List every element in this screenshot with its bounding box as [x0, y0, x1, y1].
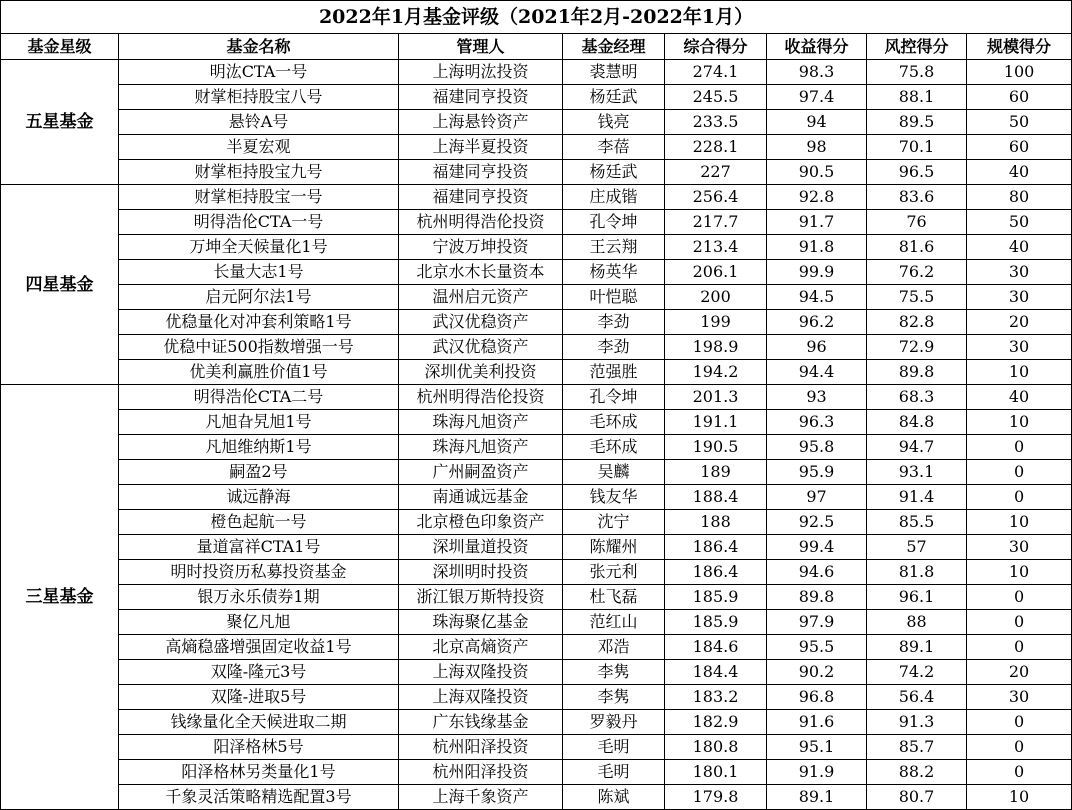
cell-fund-name: 聚亿凡旭: [119, 610, 399, 635]
cell-total-score: 191.1: [665, 410, 767, 435]
cell-manager-company: 上海双隆投资: [399, 685, 563, 710]
cell-total-score: 185.9: [665, 585, 767, 610]
cell-risk-score: 72.9: [867, 335, 967, 360]
cell-fund-manager: 吴麟: [563, 460, 665, 485]
cell-manager-company: 广东钱缘基金: [399, 710, 563, 735]
cell-total-score: 201.3: [665, 385, 767, 410]
cell-manager-company: 杭州阳泽投资: [399, 760, 563, 785]
header-manager-company: 管理人: [399, 34, 563, 60]
cell-risk-score: 70.1: [867, 135, 967, 160]
cell-scale-score: 60: [967, 135, 1072, 160]
cell-scale-score: 10: [967, 560, 1072, 585]
cell-fund-name: 明时投资历私募投资基金: [119, 560, 399, 585]
cell-manager-company: 南通诚远基金: [399, 485, 563, 510]
header-return-score: 收益得分: [767, 34, 867, 60]
cell-fund-name: 优稳量化对冲套利策略1号: [119, 310, 399, 335]
cell-return-score: 99.9: [767, 260, 867, 285]
cell-fund-manager: 王云翔: [563, 235, 665, 260]
cell-total-score: 188: [665, 510, 767, 535]
table-body: [1, 60, 1072, 810]
header-star: 基金星级: [1, 34, 119, 60]
cell-fund-manager: 李蓓: [563, 135, 665, 160]
cell-fund-manager: 李隽: [563, 660, 665, 685]
cell-fund-manager: 李劲: [563, 335, 665, 360]
cell-return-score: 98: [767, 135, 867, 160]
cell-total-score: 182.9: [665, 710, 767, 735]
cell-scale-score: 20: [967, 310, 1072, 335]
cell-return-score: 90.5: [767, 160, 867, 185]
table-row: [1, 135, 1072, 160]
cell-scale-score: 40: [967, 235, 1072, 260]
cell-risk-score: 96.5: [867, 160, 967, 185]
cell-return-score: 92.5: [767, 510, 867, 535]
table-row: [1, 210, 1072, 235]
cell-fund-name: 橙色起航一号: [119, 510, 399, 535]
cell-risk-score: 85.5: [867, 510, 967, 535]
star-group-label: 三星基金: [1, 385, 119, 810]
cell-fund-name: 半夏宏观: [119, 135, 399, 160]
cell-scale-score: 0: [967, 610, 1072, 635]
cell-manager-company: 上海悬铃资产: [399, 110, 563, 135]
cell-return-score: 94.4: [767, 360, 867, 385]
star-group-label: 四星基金: [1, 185, 119, 385]
cell-total-score: 184.6: [665, 635, 767, 660]
cell-scale-score: 20: [967, 660, 1072, 685]
cell-manager-company: 上海千象资产: [399, 785, 563, 810]
cell-return-score: 97: [767, 485, 867, 510]
cell-fund-name: 银万永乐债券1期: [119, 585, 399, 610]
cell-return-score: 98.3: [767, 60, 867, 85]
cell-fund-name: 阳泽格林另类量化1号: [119, 760, 399, 785]
cell-fund-name: 优稳中证500指数增强一号: [119, 335, 399, 360]
table-row: [1, 660, 1072, 685]
cell-fund-manager: 杨廷武: [563, 160, 665, 185]
table-row: [1, 335, 1072, 360]
cell-scale-score: 10: [967, 360, 1072, 385]
cell-manager-company: 福建同亨投资: [399, 185, 563, 210]
table-row: [1, 310, 1072, 335]
cell-fund-manager: 杨廷武: [563, 85, 665, 110]
cell-fund-manager: 孔令坤: [563, 210, 665, 235]
table-row: [1, 360, 1072, 385]
cell-fund-manager: 范红山: [563, 610, 665, 635]
cell-risk-score: 81.6: [867, 235, 967, 260]
cell-risk-score: 83.6: [867, 185, 967, 210]
table-row: [1, 85, 1072, 110]
cell-total-score: 183.2: [665, 685, 767, 710]
cell-fund-name: 明汯CTA一号: [119, 60, 399, 85]
cell-risk-score: 74.2: [867, 660, 967, 685]
cell-total-score: 213.4: [665, 235, 767, 260]
cell-fund-manager: 毛明: [563, 735, 665, 760]
cell-return-score: 95.5: [767, 635, 867, 660]
cell-manager-company: 北京高熵资产: [399, 635, 563, 660]
cell-risk-score: 80.7: [867, 785, 967, 810]
cell-scale-score: 60: [967, 85, 1072, 110]
cell-scale-score: 100: [967, 60, 1072, 85]
cell-risk-score: 91.3: [867, 710, 967, 735]
cell-manager-company: 杭州明得浩伦投资: [399, 210, 563, 235]
table-row: [1, 410, 1072, 435]
cell-scale-score: 0: [967, 460, 1072, 485]
cell-fund-name: 财掌柜持股宝一号: [119, 185, 399, 210]
cell-fund-manager: 毛明: [563, 760, 665, 785]
cell-fund-manager: 叶恺聪: [563, 285, 665, 310]
cell-return-score: 97.4: [767, 85, 867, 110]
table-row: [1, 585, 1072, 610]
cell-fund-name: 阳泽格林5号: [119, 735, 399, 760]
cell-total-score: 186.4: [665, 560, 767, 585]
cell-total-score: 227: [665, 160, 767, 185]
cell-fund-name: 双隆-隆元3号: [119, 660, 399, 685]
cell-fund-manager: 钱亮: [563, 110, 665, 135]
cell-fund-name: 嗣盈2号: [119, 460, 399, 485]
cell-total-score: 180.8: [665, 735, 767, 760]
cell-scale-score: 30: [967, 685, 1072, 710]
cell-manager-company: 浙江银万斯特投资: [399, 585, 563, 610]
header-fund-manager: 基金经理: [563, 34, 665, 60]
cell-total-score: 245.5: [665, 85, 767, 110]
cell-scale-score: 30: [967, 260, 1072, 285]
cell-total-score: 198.9: [665, 335, 767, 360]
cell-scale-score: 0: [967, 710, 1072, 735]
cell-fund-manager: 毛环成: [563, 410, 665, 435]
cell-return-score: 96.3: [767, 410, 867, 435]
cell-return-score: 96.2: [767, 310, 867, 335]
cell-fund-manager: 李隽: [563, 685, 665, 710]
cell-fund-manager: 陈耀州: [563, 535, 665, 560]
cell-fund-manager: 杨英华: [563, 260, 665, 285]
cell-scale-score: 0: [967, 435, 1072, 460]
cell-fund-name: 明得浩伦CTA二号: [119, 385, 399, 410]
cell-return-score: 93: [767, 385, 867, 410]
cell-manager-company: 上海半夏投资: [399, 135, 563, 160]
cell-total-score: 217.7: [665, 210, 767, 235]
cell-fund-name: 财掌柜持股宝八号: [119, 85, 399, 110]
cell-risk-score: 91.4: [867, 485, 967, 510]
cell-fund-manager: 孔令坤: [563, 385, 665, 410]
cell-manager-company: 珠海聚亿基金: [399, 610, 563, 635]
cell-manager-company: 福建同亨投资: [399, 160, 563, 185]
cell-scale-score: 50: [967, 110, 1072, 135]
cell-fund-name: 优美利赢胜价值1号: [119, 360, 399, 385]
table-row: [1, 260, 1072, 285]
cell-return-score: 91.7: [767, 210, 867, 235]
cell-manager-company: 珠海凡旭资产: [399, 435, 563, 460]
cell-risk-score: 93.1: [867, 460, 967, 485]
cell-fund-name: 双隆-进取5号: [119, 685, 399, 710]
cell-return-score: 95.8: [767, 435, 867, 460]
table-row: [1, 160, 1072, 185]
cell-return-score: 95.9: [767, 460, 867, 485]
table-row: [1, 485, 1072, 510]
cell-return-score: 96: [767, 335, 867, 360]
cell-fund-manager: 庄成锴: [563, 185, 665, 210]
cell-return-score: 96.8: [767, 685, 867, 710]
table-row: [1, 760, 1072, 785]
cell-total-score: 194.2: [665, 360, 767, 385]
cell-manager-company: 温州启元资产: [399, 285, 563, 310]
cell-return-score: 89.8: [767, 585, 867, 610]
cell-fund-name: 启元阿尔法1号: [119, 285, 399, 310]
table-row: [1, 435, 1072, 460]
cell-fund-name: 长量大志1号: [119, 260, 399, 285]
table-row: [1, 460, 1072, 485]
cell-fund-name: 万坤全天候量化1号: [119, 235, 399, 260]
cell-risk-score: 89.1: [867, 635, 967, 660]
table-row: [1, 285, 1072, 310]
cell-total-score: 188.4: [665, 485, 767, 510]
cell-return-score: 94.6: [767, 560, 867, 585]
cell-manager-company: 珠海凡旭资产: [399, 410, 563, 435]
cell-manager-company: 北京橙色印象资产: [399, 510, 563, 535]
cell-risk-score: 81.8: [867, 560, 967, 585]
sheet-title: 2022年1月基金评级（2021年2月-2022年1月）: [1, 1, 1072, 34]
cell-total-score: 186.4: [665, 535, 767, 560]
cell-risk-score: 75.8: [867, 60, 967, 85]
cell-risk-score: 94.7: [867, 435, 967, 460]
cell-total-score: 184.4: [665, 660, 767, 685]
table-row: [1, 610, 1072, 635]
table-row: [1, 535, 1072, 560]
cell-manager-company: 广州嗣盈资产: [399, 460, 563, 485]
cell-risk-score: 85.7: [867, 735, 967, 760]
cell-fund-manager: 李劲: [563, 310, 665, 335]
cell-total-score: 190.5: [665, 435, 767, 460]
cell-manager-company: 深圳明时投资: [399, 560, 563, 585]
cell-fund-name: 凡旭维纳斯1号: [119, 435, 399, 460]
cell-fund-manager: 邓浩: [563, 635, 665, 660]
cell-total-score: 179.8: [665, 785, 767, 810]
cell-return-score: 91.9: [767, 760, 867, 785]
cell-risk-score: 88: [867, 610, 967, 635]
cell-total-score: 206.1: [665, 260, 767, 285]
cell-risk-score: 88.2: [867, 760, 967, 785]
cell-manager-company: 杭州阳泽投资: [399, 735, 563, 760]
cell-total-score: 185.9: [665, 610, 767, 635]
cell-fund-manager: 杜飞磊: [563, 585, 665, 610]
cell-total-score: 228.1: [665, 135, 767, 160]
cell-risk-score: 76: [867, 210, 967, 235]
cell-manager-company: 上海双隆投资: [399, 660, 563, 685]
cell-manager-company: 武汉优稳资产: [399, 310, 563, 335]
cell-scale-score: 10: [967, 510, 1072, 535]
cell-scale-score: 50: [967, 210, 1072, 235]
cell-return-score: 92.8: [767, 185, 867, 210]
cell-total-score: 256.4: [665, 185, 767, 210]
cell-scale-score: 30: [967, 285, 1072, 310]
cell-manager-company: 深圳优美利投资: [399, 360, 563, 385]
cell-return-score: 91.6: [767, 710, 867, 735]
cell-fund-manager: 毛环成: [563, 435, 665, 460]
cell-fund-manager: 陈斌: [563, 785, 665, 810]
cell-return-score: 94: [767, 110, 867, 135]
cell-manager-company: 武汉优稳资产: [399, 335, 563, 360]
cell-total-score: 199: [665, 310, 767, 335]
cell-risk-score: 89.5: [867, 110, 967, 135]
table-row: [1, 710, 1072, 735]
table-row: [1, 560, 1072, 585]
cell-scale-score: 0: [967, 635, 1072, 660]
cell-fund-name: 财掌柜持股宝九号: [119, 160, 399, 185]
table-row: [1, 60, 1072, 85]
cell-manager-company: 北京水木长量资本: [399, 260, 563, 285]
cell-fund-name: 诚远静海: [119, 485, 399, 510]
star-group-label: 五星基金: [1, 60, 119, 185]
cell-scale-score: 0: [967, 485, 1072, 510]
cell-fund-name: 凡旭旮旯旭1号: [119, 410, 399, 435]
cell-manager-company: 杭州明得浩伦投资: [399, 385, 563, 410]
cell-scale-score: 10: [967, 410, 1072, 435]
cell-return-score: 90.2: [767, 660, 867, 685]
cell-risk-score: 56.4: [867, 685, 967, 710]
cell-return-score: 89.1: [767, 785, 867, 810]
cell-risk-score: 57: [867, 535, 967, 560]
cell-fund-manager: 罗毅丹: [563, 710, 665, 735]
cell-scale-score: 30: [967, 335, 1072, 360]
cell-manager-company: 上海明汯投资: [399, 60, 563, 85]
cell-total-score: 274.1: [665, 60, 767, 85]
table-row: [1, 235, 1072, 260]
cell-scale-score: 40: [967, 160, 1072, 185]
table-row: [1, 735, 1072, 760]
cell-manager-company: 宁波万坤投资: [399, 235, 563, 260]
cell-fund-name: 明得浩伦CTA一号: [119, 210, 399, 235]
cell-return-score: 99.4: [767, 535, 867, 560]
cell-scale-score: 80: [967, 185, 1072, 210]
cell-scale-score: 0: [967, 735, 1072, 760]
table-row: [1, 185, 1072, 210]
header-fund-name: 基金名称: [119, 34, 399, 60]
cell-scale-score: 40: [967, 385, 1072, 410]
header-scale-score: 规模得分: [967, 34, 1072, 60]
cell-return-score: 97.9: [767, 610, 867, 635]
header-risk-score: 风控得分: [867, 34, 967, 60]
cell-total-score: 180.1: [665, 760, 767, 785]
cell-risk-score: 82.8: [867, 310, 967, 335]
cell-fund-name: 高熵稳盛增强固定收益1号: [119, 635, 399, 660]
cell-fund-name: 悬铃A号: [119, 110, 399, 135]
cell-fund-name: 量道富祥CTA1号: [119, 535, 399, 560]
header-total-score: 综合得分: [665, 34, 767, 60]
cell-risk-score: 96.1: [867, 585, 967, 610]
cell-return-score: 94.5: [767, 285, 867, 310]
cell-risk-score: 76.2: [867, 260, 967, 285]
cell-total-score: 189: [665, 460, 767, 485]
table-row: [1, 510, 1072, 535]
cell-scale-score: 0: [967, 760, 1072, 785]
cell-risk-score: 75.5: [867, 285, 967, 310]
cell-fund-manager: 沈宁: [563, 510, 665, 535]
cell-manager-company: 深圳量道投资: [399, 535, 563, 560]
table-row: [1, 685, 1072, 710]
cell-total-score: 233.5: [665, 110, 767, 135]
table-row: [1, 385, 1072, 410]
cell-fund-manager: 裘慧明: [563, 60, 665, 85]
cell-return-score: 91.8: [767, 235, 867, 260]
table-row: [1, 110, 1072, 135]
cell-fund-name: 千象灵活策略精选配置3号: [119, 785, 399, 810]
cell-fund-manager: 钱友华: [563, 485, 665, 510]
cell-risk-score: 68.3: [867, 385, 967, 410]
cell-manager-company: 福建同亨投资: [399, 85, 563, 110]
cell-scale-score: 30: [967, 535, 1072, 560]
cell-return-score: 95.1: [767, 735, 867, 760]
cell-scale-score: 10: [967, 785, 1072, 810]
cell-fund-manager: 张元利: [563, 560, 665, 585]
cell-risk-score: 89.8: [867, 360, 967, 385]
cell-risk-score: 88.1: [867, 85, 967, 110]
table-row: [1, 635, 1072, 660]
cell-total-score: 200: [665, 285, 767, 310]
cell-fund-manager: 范强胜: [563, 360, 665, 385]
header-row: [1, 34, 1072, 60]
cell-risk-score: 84.8: [867, 410, 967, 435]
cell-fund-name: 钱缘量化全天候进取二期: [119, 710, 399, 735]
cell-scale-score: 0: [967, 585, 1072, 610]
